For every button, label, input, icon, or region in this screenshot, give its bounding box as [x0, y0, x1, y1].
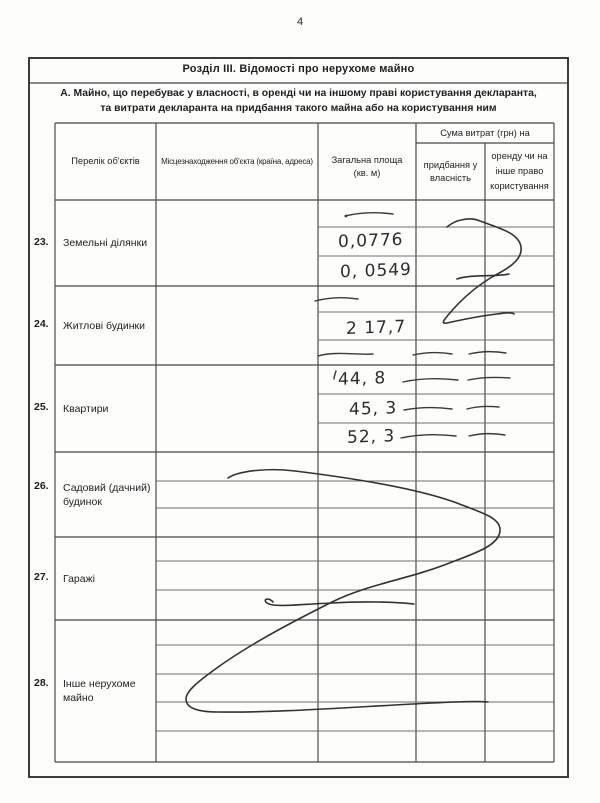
- header-expenses-rent: оренду чи на інше право користування: [490, 151, 549, 191]
- section-subtitle-line1: А. Майно, що перебуває у власності, в оренді чи на іншому праві користування декларанта,: [60, 88, 537, 99]
- row-24-label: Житлові будинки: [63, 319, 145, 332]
- header-objects: Перелік об'єктів: [71, 156, 140, 166]
- row-28-label: Інше нерухоме майно: [63, 678, 136, 704]
- handwritten-area-23-1: 0,0776: [338, 229, 404, 253]
- section-title: Розділ III. Відомості про нерухоме майно: [182, 63, 415, 75]
- row-27-label: Гаражі: [63, 572, 95, 585]
- handwritten-area-24-1: 2 17,7: [346, 316, 407, 340]
- handwritten-area-23-2: 0, 0549: [340, 259, 412, 283]
- header-area-line1: Загальна площа: [331, 155, 403, 165]
- header-expenses-purchase: придбання у власність: [423, 159, 478, 183]
- row-28-number: 28.: [34, 677, 49, 689]
- handwritten-area-25-2: 45, 3: [349, 398, 398, 420]
- row-26-number: 26.: [34, 480, 49, 492]
- handwritten-area-25-3: 52, 3: [347, 426, 396, 448]
- row-23-number: 23.: [34, 236, 49, 248]
- header-area-line2: (кв. м): [353, 168, 381, 178]
- section-subtitle-line2: та витрати декларанта на придбання такого майна або на користування ним: [100, 103, 497, 114]
- header-expenses-group: Сума витрат (грн) на: [440, 127, 530, 138]
- handwritten-area-25-1: 44, 8: [338, 368, 387, 390]
- row-27-number: 27.: [34, 571, 49, 583]
- row-23-label: Земельні ділянки: [63, 237, 148, 249]
- page-number: 4: [296, 16, 304, 28]
- row-24-number: 24.: [34, 318, 49, 330]
- row-25-number: 25.: [34, 401, 49, 413]
- row-25-label: Квартири: [63, 402, 109, 415]
- row-26-label: Садовий (дачний) будинок: [63, 481, 151, 508]
- header-location: Місцезнаходження об'єкта (країна, адреса): [161, 157, 313, 166]
